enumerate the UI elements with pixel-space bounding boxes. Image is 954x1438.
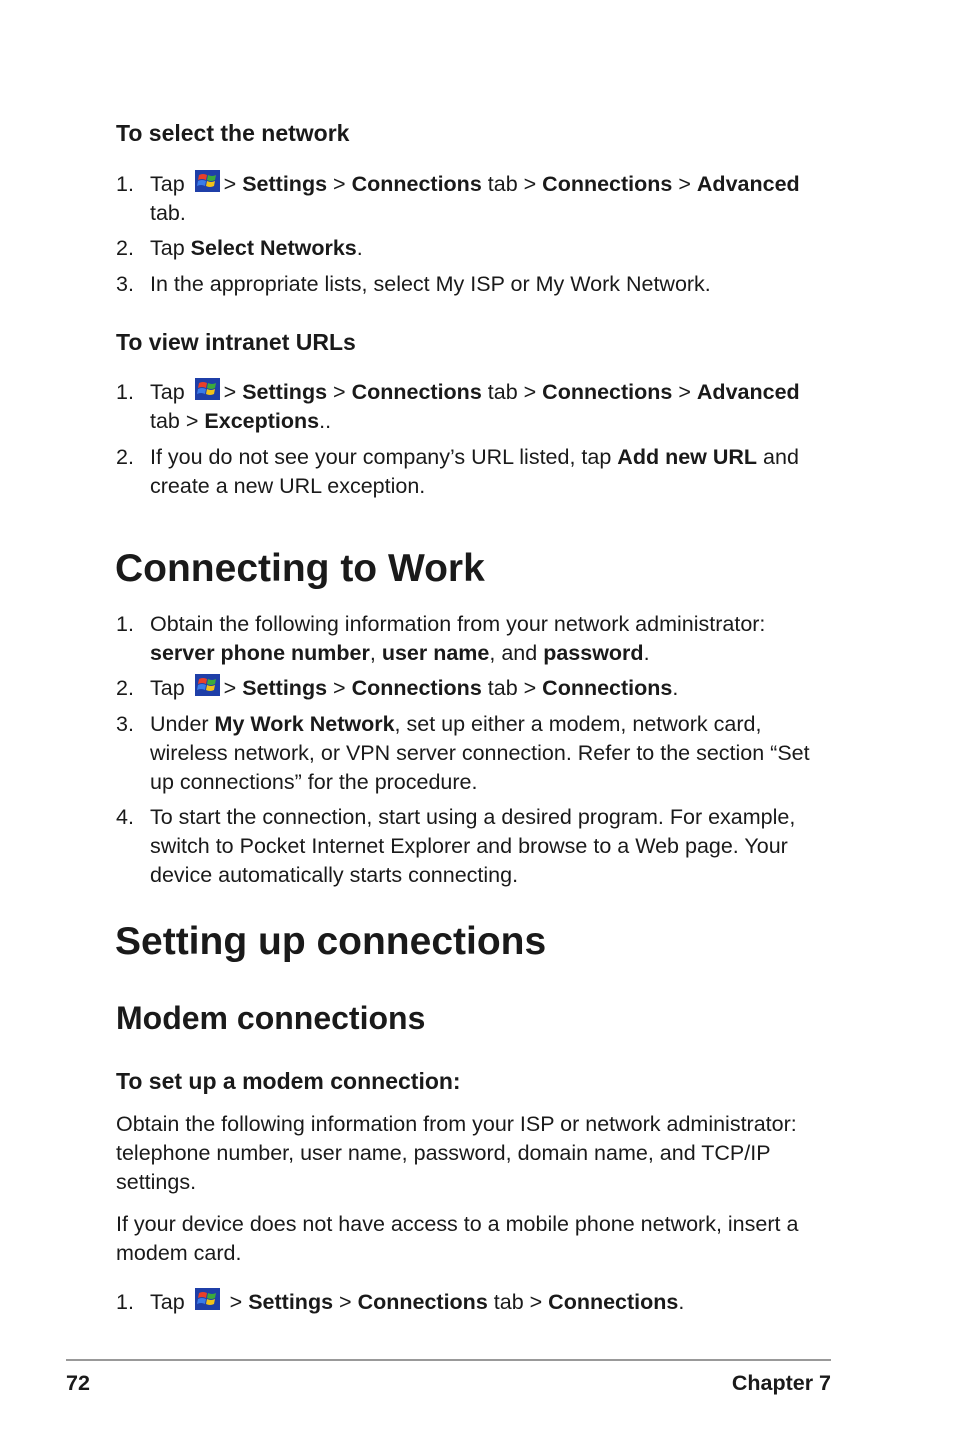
heading-select-network: To select the network [116, 120, 350, 146]
windows-start-icon [195, 674, 220, 696]
windows-start-icon [195, 1288, 220, 1310]
footer-rule [66, 1359, 831, 1361]
paragraph-modem-card: If your device does not have access to a mobile phone network, insert a modem card. [116, 1212, 799, 1265]
section-title-setting-up-connections: Setting up connections [115, 920, 547, 963]
heading-modem-connection: To set up a modem connection: [116, 1068, 461, 1094]
page-number: 72 [66, 1371, 90, 1395]
paragraph-modem-info: Obtain the following information from your ISP or network administrator: telephone number, user name, password, domain name, and TCP/IP settings. [116, 1112, 797, 1194]
windows-start-icon [195, 170, 220, 192]
heading-intranet-urls: To view intranet URLs [116, 329, 356, 355]
chapter-label: Chapter 7 [731, 1371, 831, 1395]
section-title-connecting-to-work: Connecting to Work [115, 547, 485, 590]
manual-page: To select the network 1. Tap > Settings > Connections tab > Connections > Advanced tab. 2. Tap Select Networks. 3. In the appropriate lists, select My ISP or My Work Network. To view intranet URLs 1. Tap > Settings > Connections tab > Connections > Advanced tab > Exceptions.. 2. If you do not see your company’s URL listed, tap Add new URL and create a new URL exception. Connecting to Work 1. Obtain the following information from your network administrator: server phone number, user name, and password. 2. Tap > Settings > Connections tab > Connections. 3. Under My Work Network, set up either a modem, network card, wireless network, or VPN server connection. Refer to the section “Set up connections” for the procedure. 4. To start the connection, start using a desired program. For example, switch to Pocket Internet Explorer and browse to a Web page. Your device automatically starts connecting. Setting up connections Modem connections To set up a modem connection: Obtain the following information from your ISP or network administrator: telephone number, user name, password, domain name, and TCP/IP settings. If your device does not have access to a mobile phone network, insert a modem card. 1. Tap > Settings > Connections tab > Connections. 72 Chapter 7 [66, 120, 831, 1395]
windows-start-icon [195, 378, 220, 400]
subsection-title-modem-connections: Modem connections [116, 1000, 426, 1036]
